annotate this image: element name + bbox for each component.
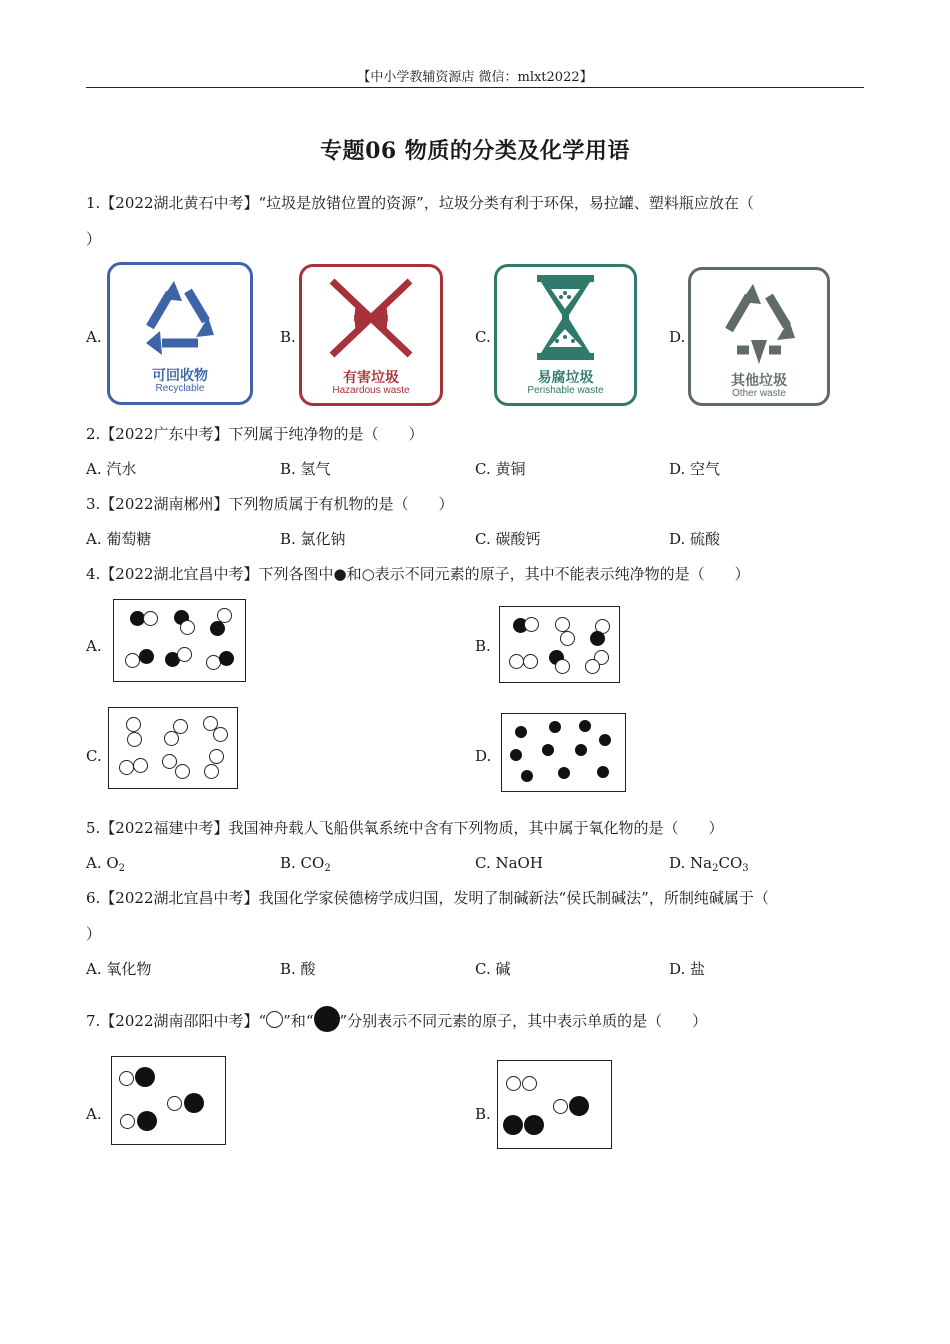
white-atom xyxy=(167,1096,182,1111)
q5-option-d-subscript: 2 xyxy=(712,863,719,874)
black-atom xyxy=(542,744,554,756)
q2-option-a: A. 汽水 xyxy=(86,460,137,478)
q2-option-b: B. 氢气 xyxy=(280,460,331,478)
white-atom xyxy=(523,654,538,669)
q5-option-a-text: A. O xyxy=(86,854,119,872)
q7-stem-part-1: 7.【2022湖南邵阳中考】“ xyxy=(86,1012,267,1030)
q5-option-c xyxy=(475,853,543,873)
other-waste-bin-icon xyxy=(688,267,830,406)
perishable-cn-label: 易腐垃圾 xyxy=(537,370,594,386)
hourglass-icon xyxy=(497,267,634,367)
recyclable-cn-label: 可回收物 xyxy=(152,368,208,384)
header-divider xyxy=(86,87,864,88)
white-atom xyxy=(180,620,195,635)
q4-diagram-b xyxy=(499,606,620,683)
white-atom xyxy=(133,758,148,773)
white-atom xyxy=(204,764,219,779)
white-atom xyxy=(209,749,224,764)
q4-diagram-d xyxy=(501,713,626,792)
white-atom xyxy=(127,732,142,747)
recyclable-bin-icon xyxy=(107,262,253,405)
black-atom xyxy=(139,649,154,664)
q5-option-d-text: D. Na xyxy=(669,854,713,872)
q1-option-a-label: A. xyxy=(86,328,102,346)
other-waste-cn-label: 其他垃圾 xyxy=(731,373,787,389)
white-atom xyxy=(555,659,570,674)
hazardous-en-label: Hazardous waste xyxy=(332,385,410,396)
white-atom xyxy=(585,659,600,674)
black-atom xyxy=(599,734,611,746)
q1-option-b-label: B. xyxy=(280,328,296,346)
perishable-en-label: Perishable waste xyxy=(527,385,604,396)
q6-option-a: A. 氧化物 xyxy=(86,960,152,978)
black-atom xyxy=(558,767,570,779)
q3-option-a: A. 葡萄糖 xyxy=(86,530,152,548)
q4-option-a-label: A. xyxy=(86,637,102,655)
q4-diagram-c xyxy=(108,707,238,789)
other-waste-en-label: Other waste xyxy=(732,388,786,399)
black-atom xyxy=(579,720,591,732)
white-atom xyxy=(506,1076,521,1091)
black-atom xyxy=(219,651,234,666)
q3-option-c: C. 碳酸钙 xyxy=(475,530,541,548)
q7-diagram-b xyxy=(497,1060,612,1149)
black-atom-legend-icon xyxy=(314,1006,340,1032)
q3-option-d: D. 硫酸 xyxy=(669,530,721,548)
question-2-stem: 2.【2022广东中考】下列属于纯净物的是（ ） xyxy=(86,425,424,443)
white-atom-legend-icon xyxy=(266,1011,283,1028)
question-1-stem-cont: ） xyxy=(86,230,102,248)
q5-option-a xyxy=(86,853,125,879)
q7-stem-part-3: ”分别表示不同元素的原子，其中表示单质的是（ ） xyxy=(339,1012,708,1030)
question-7-stem xyxy=(86,1006,707,1032)
perishable-bin-icon xyxy=(494,264,637,406)
q1-option-d-label: D. xyxy=(669,328,686,346)
white-atom xyxy=(509,654,524,669)
white-atom xyxy=(164,731,179,746)
q5-option-a-subscript: 2 xyxy=(118,863,126,874)
question-5-stem: 5.【2022福建中考】我国神舟载人飞船供氧系统中含有下列物质，其中属于氧化物的是（ ） xyxy=(86,819,724,837)
black-atom xyxy=(515,726,527,738)
white-atom xyxy=(524,617,539,632)
q6-option-b: B. 酸 xyxy=(280,960,316,978)
white-atom xyxy=(177,647,192,662)
q6-option-c: C. 碱 xyxy=(475,960,511,978)
black-atom xyxy=(135,1067,155,1087)
q4-diagram-a xyxy=(113,599,246,682)
black-atom xyxy=(210,621,225,636)
q7-diagram-a xyxy=(111,1056,226,1145)
q7-option-a-label: A. xyxy=(86,1105,102,1123)
black-atom xyxy=(137,1111,157,1131)
question-6-stem: 6.【2022湖北宜昌中考】我国化学家侯德榜学成归国，发明了制碱新法“侯氏制碱法”，所制纯碱属于（ xyxy=(86,889,769,907)
q5-option-d-subscript-2: 3 xyxy=(742,863,749,874)
page-title: 专题06 物质的分类及化学用语 xyxy=(320,138,630,164)
white-atom xyxy=(119,760,134,775)
q5-option-b-text: B. CO xyxy=(280,854,325,872)
white-atom xyxy=(125,653,140,668)
black-atom xyxy=(569,1096,589,1116)
q5-option-b-subscript: 2 xyxy=(324,863,331,874)
white-atom xyxy=(560,631,575,646)
white-atom xyxy=(522,1076,537,1091)
hazard-cross-arrows-icon xyxy=(302,267,440,367)
question-6-stem-cont: ） xyxy=(86,925,102,943)
question-4-stem: 4.【2022湖北宜昌中考】下列各图中●和○表示不同元素的原子，其中不能表示纯净物的是（ ） xyxy=(86,565,750,583)
white-atom xyxy=(175,764,190,779)
q7-stem-part-2: ”和“ xyxy=(283,1012,314,1030)
white-atom xyxy=(120,1114,135,1129)
black-atom xyxy=(590,631,605,646)
q5-option-d xyxy=(669,853,749,879)
black-atom xyxy=(575,744,587,756)
black-atom xyxy=(184,1093,204,1113)
black-atom xyxy=(549,721,561,733)
q2-option-c: C. 黄铜 xyxy=(475,460,526,478)
q5-option-b xyxy=(280,853,331,879)
black-atom xyxy=(524,1115,544,1135)
q1-option-c-label: C. xyxy=(475,328,491,346)
white-atom xyxy=(126,717,141,732)
black-atom xyxy=(510,749,522,761)
hazardous-bin-icon xyxy=(299,264,443,406)
white-atom xyxy=(143,611,158,626)
white-atom xyxy=(119,1071,134,1086)
q2-option-d: D. 空气 xyxy=(669,460,721,478)
q4-option-d-label: D. xyxy=(475,747,492,765)
question-3-stem: 3.【2022湖南郴州】下列物质属于有机物的是（ ） xyxy=(86,495,454,513)
white-atom xyxy=(555,617,570,632)
q5-option-d-text-2: CO xyxy=(718,854,743,872)
q4-option-b-label: B. xyxy=(475,637,491,655)
hazardous-cn-label: 有害垃圾 xyxy=(343,370,399,386)
recyclable-en-label: Recyclable xyxy=(155,383,205,394)
recycle-arrows-icon xyxy=(110,265,250,365)
white-atom xyxy=(553,1099,568,1114)
page-header: 【中小学教辅资源店 微信：mlxt2022】 xyxy=(357,70,593,85)
other-waste-arrows-icon xyxy=(691,270,827,370)
black-atom xyxy=(521,770,533,782)
q5-option-c-text: C. NaOH xyxy=(475,854,543,872)
white-atom xyxy=(213,727,228,742)
q7-option-b-label: B. xyxy=(475,1105,491,1123)
white-atom xyxy=(162,754,177,769)
q4-option-c-label: C. xyxy=(86,747,102,765)
question-1-stem: 1.【2022湖北黄石中考】“垃圾是放错位置的资源”，垃圾分类有利于环保，易拉罐、塑料瓶应放在（ xyxy=(86,194,754,212)
q3-option-b: B. 氯化钠 xyxy=(280,530,346,548)
q6-option-d: D. 盐 xyxy=(669,960,706,978)
black-atom xyxy=(503,1115,523,1135)
black-atom xyxy=(597,766,609,778)
